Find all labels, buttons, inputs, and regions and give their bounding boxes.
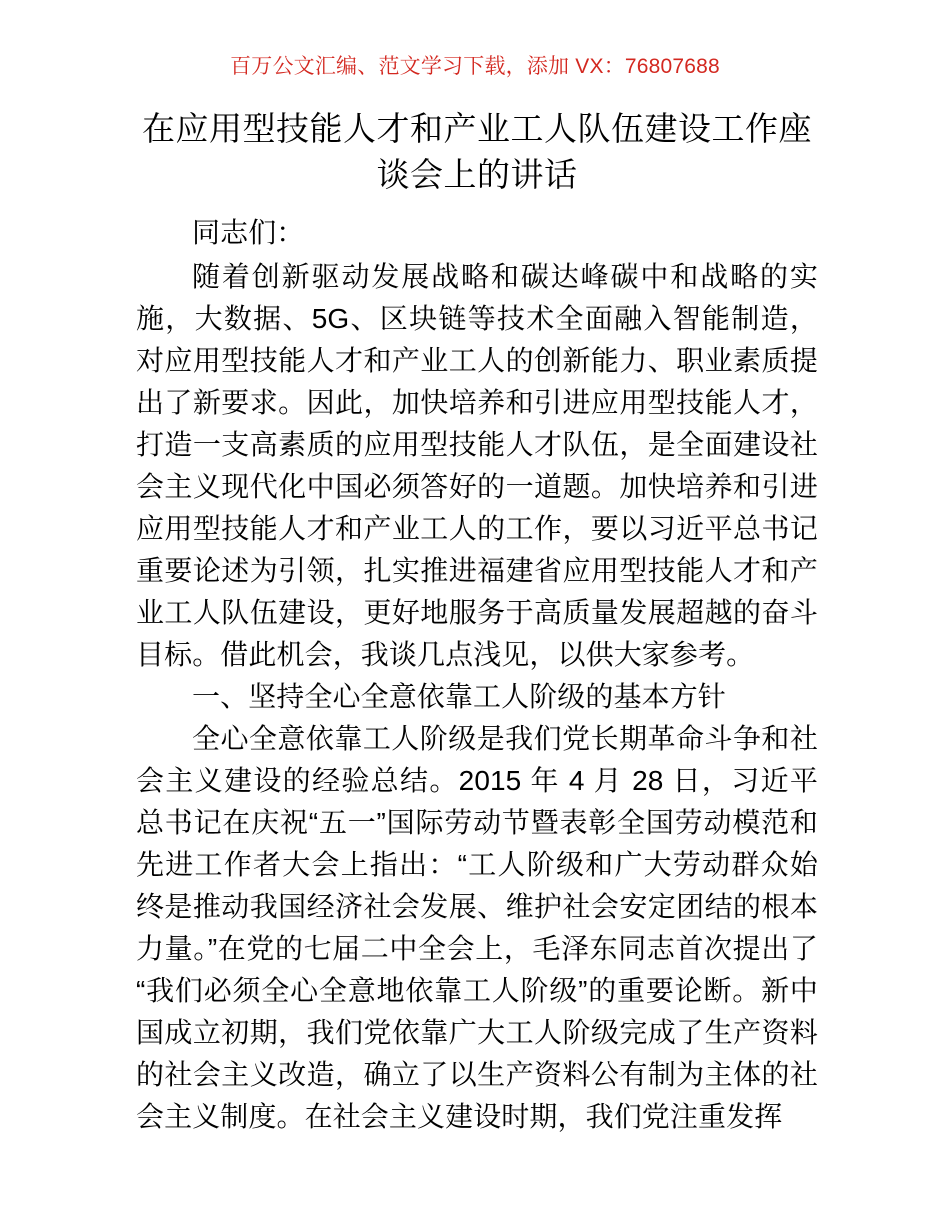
document-body [136,106,818,1138]
salutation: 同志们： [192,217,305,248]
promo-header-text: 百万公文汇编、范文学习下载，添加 VX：76807688 [230,55,720,78]
intro-paragraph: 随着创新驱动发展战略和碳达峰碳中和战略的实施，大数据、5G、区块链等技术全面融入智能制造，对应用型技能人才和产业工人的创新能力、职业素质提出了新要求。因此，加快培养和引进应用型技能人才，打造一支高素质的应用型技能人才队伍，是全面建设社会主义现代化中国必须答好的一道题。加快培养和引进应用型技能人才和产业工人的工作，要以习近平总书记重要论述为引领，扎实推进福建省应用型技能人才和产业工人队伍建设，更好地服务于高质量发展超越的奋斗目标。借此机会，我谈几点浅见，以供大家参考。 [136,261,818,670]
page-title: 在应用型技能人才和产业工人队伍建设工作座谈会上的讲话 [142,110,812,193]
section-heading-1: 一、坚持全心全意依靠工人阶级的基本方针 [192,681,726,712]
section-1-paragraph-1: 全心全意依靠工人阶级是我们党长期革命斗争和社会主义建设的经验总结。2015 年 4 月 28 日，习近平总书记在庆祝“五一”国际劳动节暨表彰全国劳动模范和先进工作者大会上指出：“工人阶级和广大劳动群众始终是推动我国经济社会发展、维护社会安定团结的根本力量。”在党的七届二中全会上，毛泽东同志首次提出了“我们必须全心全意地依靠工人阶级”的重要论断。新中国成立初期，我们党依靠广大工人阶级完成了生产资料的社会主义改造，确立了以生产资料公有制为主体的社会主义制度。在社会主义建设时期，我们党注重发挥 [136,723,818,1132]
